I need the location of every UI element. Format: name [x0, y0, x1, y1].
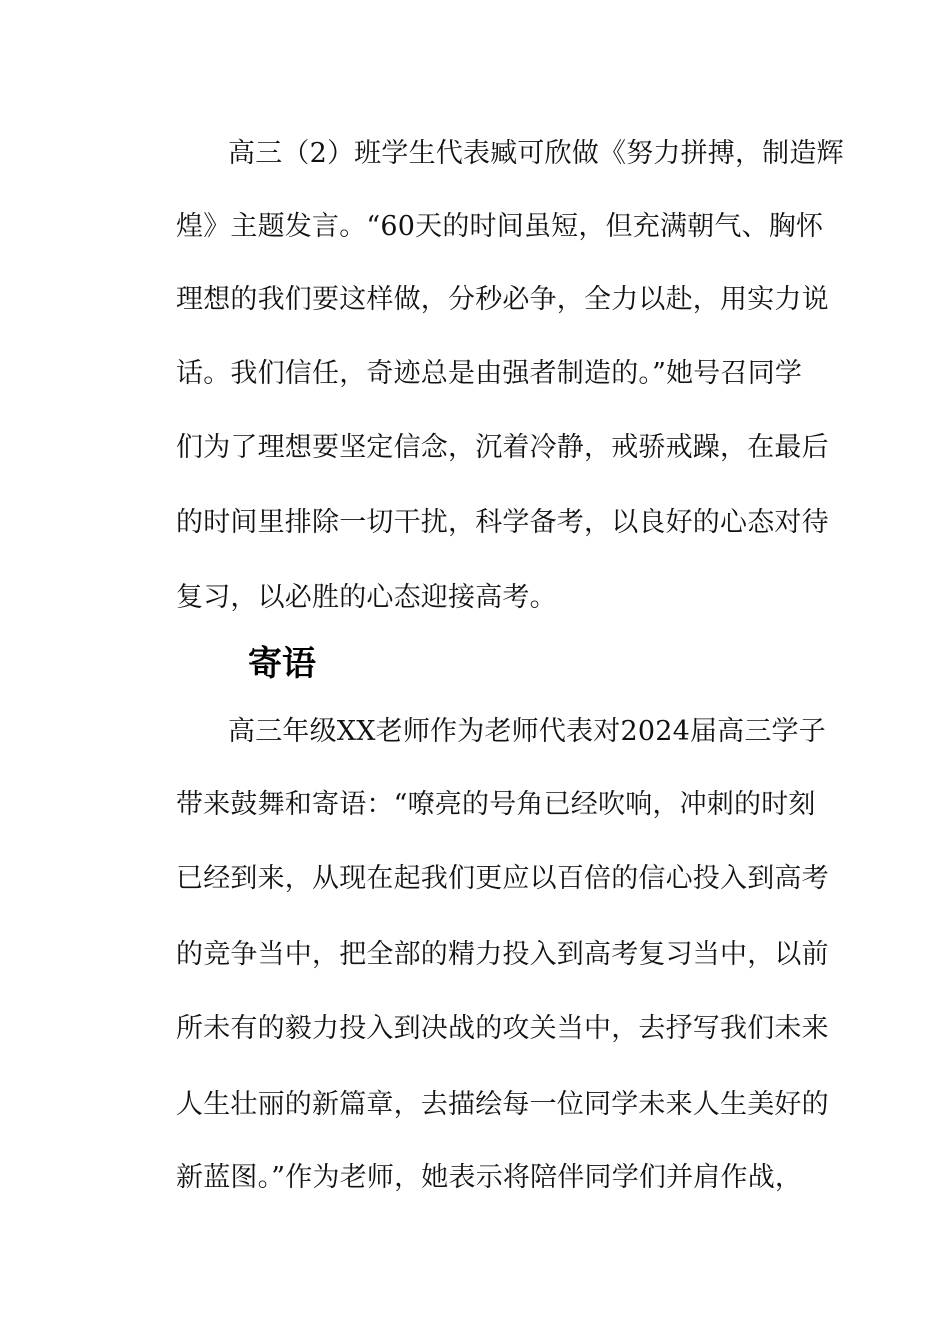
text-line: 的竞争当中，把全部的精力投入到高考复习当中，以前 [176, 939, 829, 970]
text-line: 已经到来，从现在起我们更应以百倍的信心投入到高考 [176, 863, 829, 894]
text-line: 理想的我们要这样做，分秒必争，全力以赴，用实力说 [176, 284, 829, 315]
text-line: 高三年级XX老师作为老师代表对2024届高三学子 [228, 716, 826, 747]
text-line: 复习，以必胜的心态迎接高考。 [176, 582, 557, 613]
text-line: 人生壮丽的新篇章，去描绘每一位同学未来人生美好的 [176, 1089, 829, 1120]
text-line: 的时间里排除一切干扰，科学备考，以良好的心态对待 [176, 507, 829, 538]
text-line: 高三（2）班学生代表臧可欣做《努力拼搏，制造辉 [228, 138, 844, 169]
text-line: 煌》主题发言。“60天的时间虽短，但充满朝气、胸怀 [176, 211, 824, 242]
text-line: 新蓝图。”作为老师，她表示将陪伴同学们并肩作战， [176, 1162, 803, 1193]
text-line: 带来鼓舞和寄语：“嘹亮的号角已经吹响，冲刺的时刻 [176, 789, 816, 820]
section-heading: 寄语 [248, 644, 316, 684]
text-line: 所未有的毅力投入到决战的攻关当中，去抒写我们未来 [176, 1013, 829, 1044]
text-line: 们为了理想要坚定信念，沉着冷静，戒骄戒躁，在最后 [176, 432, 829, 463]
text-line: 话。我们信任，奇迹总是由强者制造的。”她号召同学 [176, 358, 803, 389]
